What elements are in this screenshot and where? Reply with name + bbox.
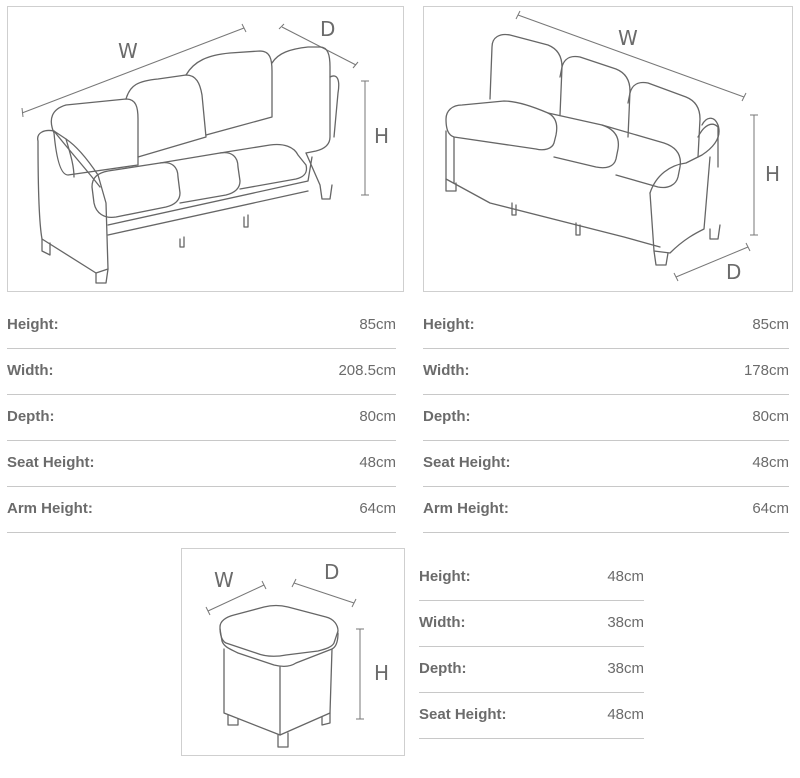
spec-value: 80cm <box>752 408 789 425</box>
width-dimension-tick <box>206 607 210 615</box>
width-label: W <box>618 26 638 50</box>
spec-value: 48cm <box>359 454 396 471</box>
depth-dimension-tick <box>353 62 358 68</box>
spec-row-height <box>7 303 396 349</box>
spec-label: Height: <box>423 316 475 333</box>
stool-diagram <box>181 548 405 756</box>
spec-row-width <box>7 349 396 395</box>
spec-row-width <box>423 349 789 395</box>
spec-label: Width: <box>423 362 470 379</box>
spec-label: Height: <box>419 568 471 585</box>
spec-value: 38cm <box>607 660 644 677</box>
spec-label: Arm Height: <box>423 500 509 517</box>
width-dimension-tick <box>22 108 23 117</box>
depth-dimension-tick <box>674 273 678 281</box>
spec-value: 80cm <box>359 408 396 425</box>
spec-value: 48cm <box>752 454 789 471</box>
spec-label: Width: <box>7 362 54 379</box>
spec-label: Depth: <box>419 660 467 677</box>
spec-value: 85cm <box>359 316 396 333</box>
spec-label: Arm Height: <box>7 500 93 517</box>
spec-value: 178cm <box>743 362 789 379</box>
spec-value: 64cm <box>359 500 396 517</box>
sofa-three-seater-diagram <box>423 6 793 292</box>
spec-label: Depth: <box>423 408 471 425</box>
depth-dimension-line <box>282 27 356 65</box>
height-label: H <box>765 162 781 186</box>
stool-specs <box>419 555 644 741</box>
sofa-corner-specs <box>7 303 396 533</box>
spec-label: Seat Height: <box>419 706 507 723</box>
spec-row-height <box>419 555 644 601</box>
spec-row-arm-height <box>423 487 789 533</box>
depth-label: D <box>320 17 336 41</box>
spec-row-depth <box>423 395 789 441</box>
height-label: H <box>374 124 390 148</box>
spec-row-seat-height <box>7 441 396 487</box>
spec-label: Width: <box>419 614 466 631</box>
depth-dimension-tick <box>746 243 750 251</box>
sofa-three-seater-outline <box>446 35 720 266</box>
spec-value: 48cm <box>607 706 644 723</box>
width-label: W <box>214 568 234 592</box>
spec-value: 64cm <box>752 500 789 517</box>
stool-drawing <box>182 549 406 757</box>
spec-row-seat-height <box>419 693 644 739</box>
sofa-corner-outline <box>38 47 339 283</box>
spec-row-seat-height <box>423 441 789 487</box>
width-label: W <box>118 39 138 63</box>
spec-row-depth <box>419 647 644 693</box>
stool-outline <box>220 606 338 748</box>
spec-label: Height: <box>7 316 59 333</box>
depth-label: D <box>726 260 742 284</box>
spec-value: 85cm <box>752 316 789 333</box>
sofa-three-seater-drawing <box>424 7 794 293</box>
spec-label: Seat Height: <box>7 454 95 471</box>
spec-row-height <box>423 303 789 349</box>
sofa-three-seater-specs <box>423 303 789 533</box>
depth-label: D <box>324 560 340 584</box>
spec-row-depth <box>7 395 396 441</box>
spec-value: 208.5cm <box>338 362 396 379</box>
spec-label: Depth: <box>7 408 55 425</box>
spec-value: 38cm <box>607 614 644 631</box>
spec-row-width <box>419 601 644 647</box>
spec-row-arm-height <box>7 487 396 533</box>
width-dimension-tick <box>242 24 246 32</box>
sofa-corner-diagram <box>7 6 404 292</box>
width-dimension-tick <box>262 581 266 589</box>
height-label: H <box>374 661 390 685</box>
depth-dimension-tick <box>279 24 284 29</box>
depth-dimension-line <box>294 583 354 603</box>
sofa-corner-drawing <box>8 7 405 293</box>
spec-value: 48cm <box>607 568 644 585</box>
spec-label: Seat Height: <box>423 454 511 471</box>
